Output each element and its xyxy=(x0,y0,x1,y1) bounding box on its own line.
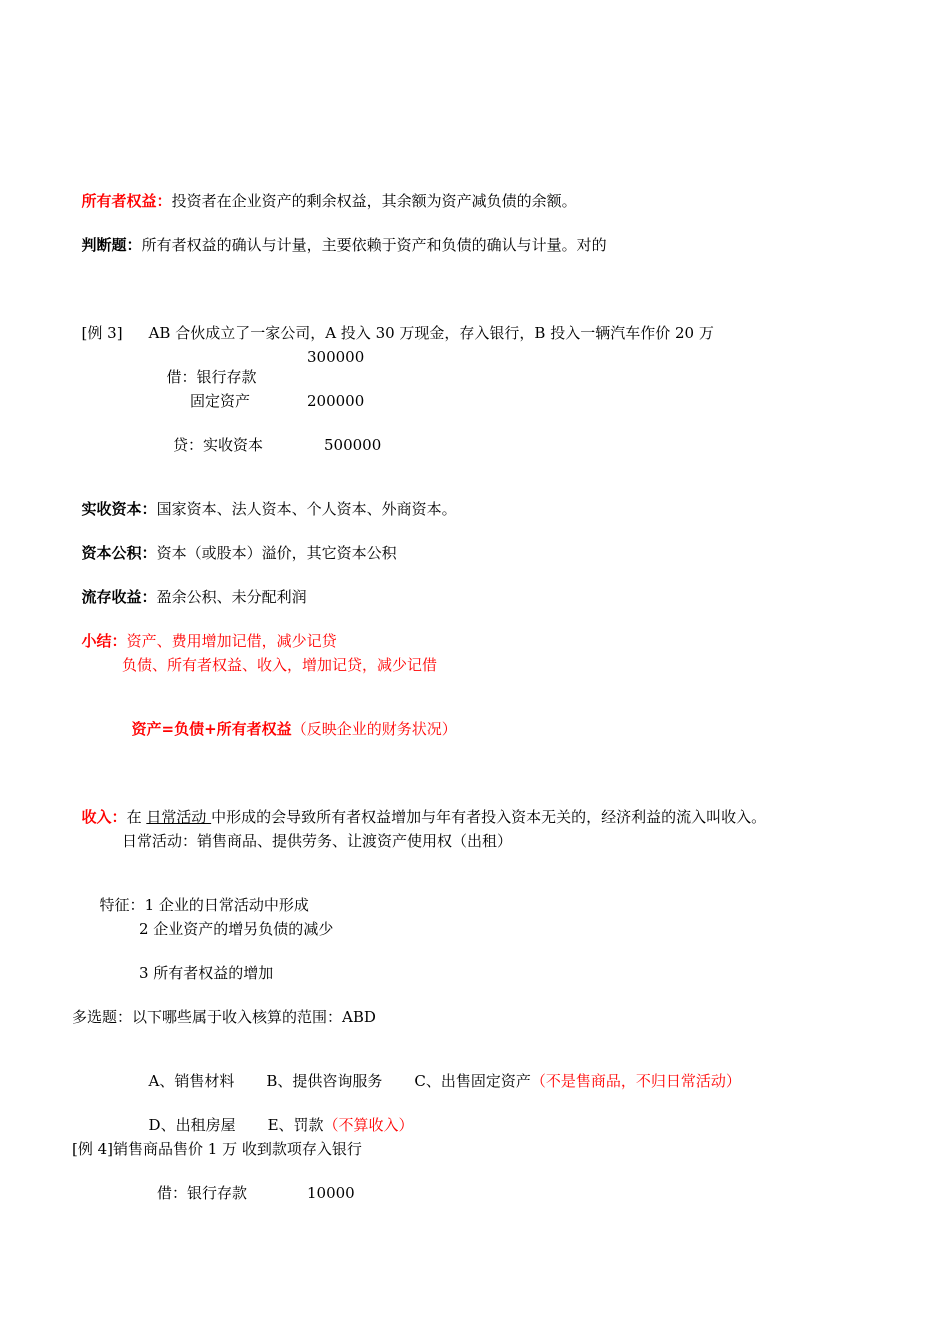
paid-in-capital-line xyxy=(72,479,457,519)
entry-amount: 500000 xyxy=(324,436,382,454)
summary-equation-line xyxy=(122,699,457,739)
paid-in-capital-text: 国家资本、法人资本、个人资本、外商资本。 xyxy=(156,500,457,518)
option-e-note: （不算收入） xyxy=(323,1116,414,1134)
entry-account: 贷：实收资本 xyxy=(173,436,264,454)
retained-earnings-line xyxy=(72,567,307,607)
features-line xyxy=(90,875,309,915)
feature-item: 2 企业资产的增另负债的减少 xyxy=(139,920,334,938)
judgment-term: 判断题： xyxy=(81,236,142,254)
features-label: 特征： xyxy=(99,896,145,914)
entry-amount: 200000 xyxy=(307,392,365,410)
owners-equity-term: 所有者权益： xyxy=(81,192,172,210)
example3-text: AB 合伙成立了一家公司，A 投入 30 万现金，存入银行，B 投入一辆汽车作价 20 万 xyxy=(148,324,714,342)
summary-line-1 xyxy=(72,611,337,651)
summary-rule-2: 负债、所有者权益、收入，增加记贷，减少记借 xyxy=(122,656,438,674)
example4-text: [例 4]销售商品售价 1 万 收到款项存入银行 xyxy=(72,1140,362,1158)
owners-equity-line xyxy=(72,171,577,211)
option-c: C、出售固定资产 xyxy=(414,1072,531,1090)
revenue-line xyxy=(72,787,766,827)
example3-label: [例 3] xyxy=(81,324,123,342)
summary-term: 小结： xyxy=(81,632,127,650)
multiple-choice-question: 多选题：以下哪些属于收入核算的范围：ABD xyxy=(72,1008,376,1026)
entry-amount: 10000 xyxy=(307,1184,355,1202)
equation-note: （反映企业的财务状况） xyxy=(291,720,457,738)
accounting-equation: 资产=负债+所有者权益 xyxy=(131,720,292,738)
journal-entry-debit xyxy=(157,347,257,387)
paid-in-capital-term: 实收资本： xyxy=(81,500,157,518)
feature-item: 1 企业的日常活动中形成 xyxy=(144,896,309,914)
summary-rule-1: 资产、费用增加记借，减少记贷 xyxy=(126,632,337,650)
retained-earnings-term: 流存收益： xyxy=(81,588,157,606)
entry-account: 固定资产 xyxy=(190,392,251,410)
entry-account: 借：银行存款 xyxy=(157,1184,248,1202)
judgment-line xyxy=(72,215,607,255)
option-e: E、罚款 xyxy=(267,1116,324,1134)
options-line-1 xyxy=(139,1051,741,1091)
entry-account: 借：银行存款 xyxy=(166,368,257,386)
option-a: A、销售材料 xyxy=(148,1072,235,1090)
capital-reserve-line xyxy=(72,523,397,563)
revenue-definition: 中形成的会导致所有者权益增加与年有者投入资本无关的，经济利益的流入叫收入。 xyxy=(211,808,767,826)
owners-equity-definition: 投资者在企业资产的剩余权益，其余额为资产减负债的余额。 xyxy=(171,192,577,210)
entry-amount: 300000 xyxy=(307,348,365,366)
option-b: B、提供咨询服务 xyxy=(266,1072,383,1090)
capital-reserve-text: 资本（或股本）溢价，其它资本公积 xyxy=(156,544,397,562)
daily-activities: 日常活动：销售商品、提供劳务、让渡资产使用权（出租） xyxy=(122,832,513,850)
capital-reserve-term: 资本公积： xyxy=(81,544,157,562)
retained-earnings-text: 盈余公积、未分配利润 xyxy=(156,588,307,606)
revenue-pre: 在 xyxy=(126,808,147,826)
revenue-underlined-term: 日常活动 xyxy=(146,808,212,826)
feature-item: 3 所有者权益的增加 xyxy=(139,964,274,982)
option-d: D、出租房屋 xyxy=(148,1116,236,1134)
option-c-note: （不是售商品，不归日常活动） xyxy=(530,1072,741,1090)
revenue-term: 收入： xyxy=(81,808,127,826)
judgment-text: 所有者权益的确认与计量，主要依赖于资产和负债的确认与计量。对的 xyxy=(141,236,607,254)
example3-line xyxy=(72,303,714,343)
options-line-2 xyxy=(139,1095,414,1135)
